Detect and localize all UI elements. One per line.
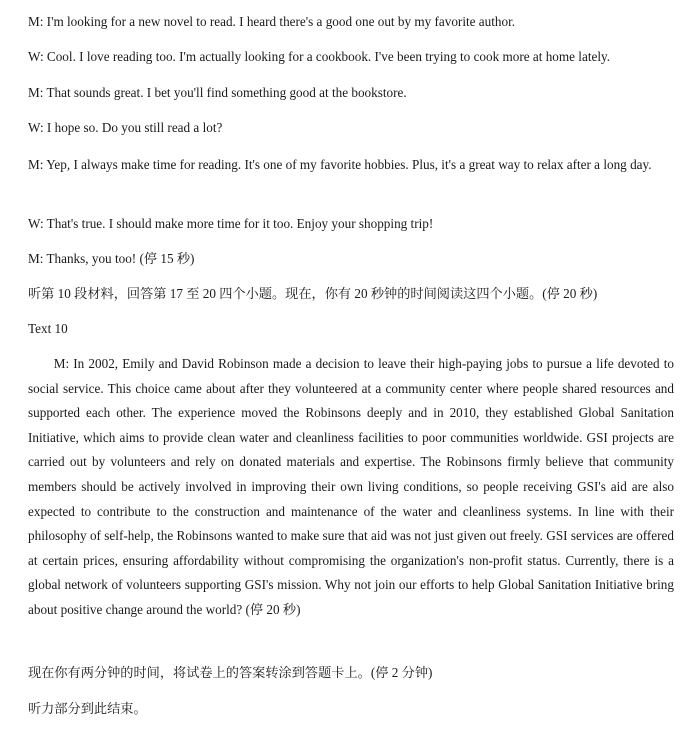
instruction-line-text10: 听第 10 段材料，回答第 17 至 20 四个小题。现在，你有 20 秒钟的时间阅读这四个小题。(停 20 秒) xyxy=(28,286,598,301)
dialogue-line-1: M: I'm looking for a new novel to read. I heard there's a good one out by my favorite author. xyxy=(28,14,516,29)
dialogue-line-3: M: That sounds great. I bet you'll find something good at the bookstore. xyxy=(28,85,407,100)
monologue-paragraph: M: In 2002, Emily and David Robinson made a decision to leave their high-paying jobs to pursue a life devoted to social service. This choice came about after they volunteered at a community center where people shared resources and supported each other. The experience moved the Robinsons deeply and in 2010, they established Global Sanitation Initiative, which aims to provide clean water and cleanliness facilities to poor communities worldwide. GSI projects are carried out by volunteers and rely on donated materials and expertise. The Robinsons firmly believe that community members should be actively involved in improving their own living conditions, so people receiving GSI's aid are also expected to contribute to the construction and maintenance of the water and cleanliness systems. In line with their philosophy of self-help, the Robinsons wanted to make sure that aid was not just given out freely. GSI services are offered at certain prices, ensuring affordability without compromising the organization's non-profit status. Currently, there is a global network of volunteers supporting GSI's mission. Why not join our efforts to help Global Sanitation Initiative bring about positive change around the world? (停 20 秒) xyxy=(28,356,674,617)
listening-section-end: 听力部分到此结束。 xyxy=(28,701,147,716)
dialogue-line-2: W: Cool. I love reading too. I'm actually looking for a cookbook. I've been trying to cook more at home lately. xyxy=(28,49,611,64)
dialogue-line-6: W: That's true. I should make more time for it too. Enjoy your shopping trip! xyxy=(28,216,434,231)
section-heading-text10: Text 10 xyxy=(28,321,68,336)
dialogue-line-4: W: I hope so. Do you still read a lot? xyxy=(28,120,223,135)
dialogue-line-5: M: Yep, I always make time for reading. It's one of my favorite hobbies. Plus, it's a great way to relax after a long day. xyxy=(28,157,652,172)
instruction-transfer-answers: 现在你有两分钟的时间，将试卷上的答案转涂到答题卡上。(停 2 分钟) xyxy=(28,665,433,680)
dialogue-line-7: M: Thanks, you too! (停 15 秒) xyxy=(28,251,195,266)
